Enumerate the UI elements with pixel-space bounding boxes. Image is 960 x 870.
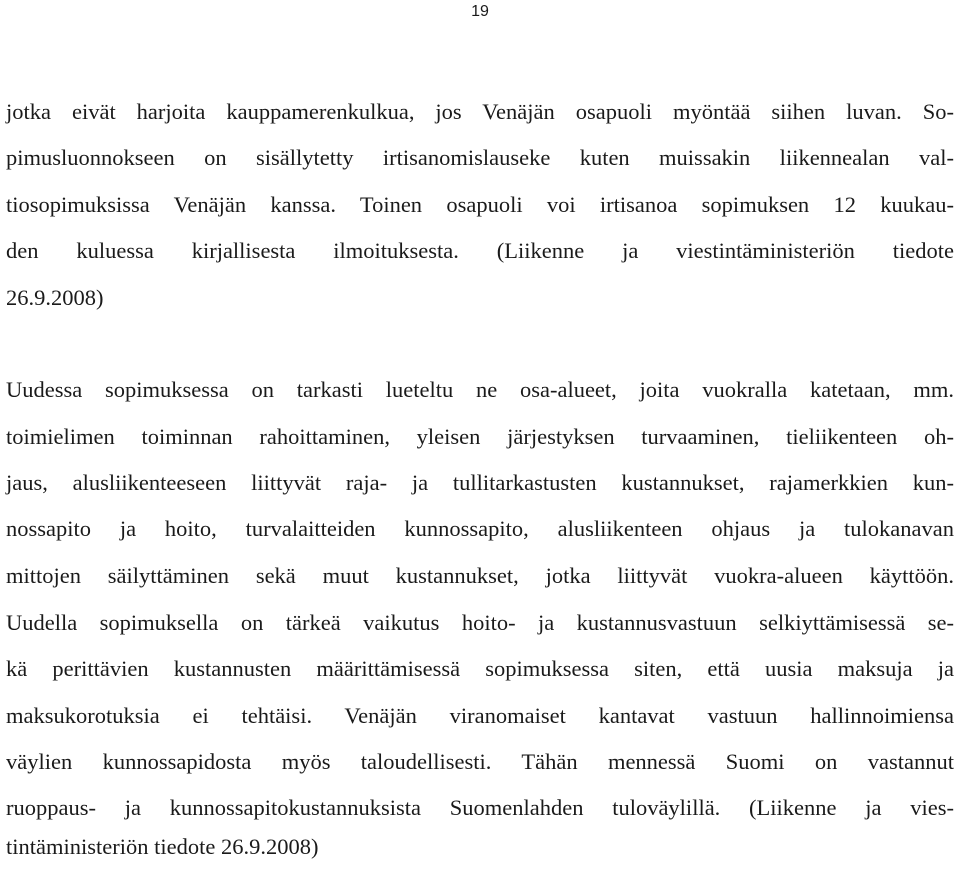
text-line: toimielimen toiminnan rahoittaminen, yleisen järjestyksen turvaaminen, tieliikenteen oh-	[6, 424, 954, 449]
text-line: väylien kunnossapidosta myös taloudellisesti. Tähän mennessä Suomi on vastannut	[6, 749, 954, 774]
text-line: 26.9.2008)	[6, 285, 104, 310]
text-line: den kuluessa kirjallisesta ilmoituksesta. (Liikenne ja viestintäministeriön tiedote	[6, 238, 954, 263]
text-line: mittojen säilyttäminen sekä muut kustannukset, jotka liittyvät vuokra-alueen käyttöön.	[6, 563, 954, 588]
text-line: Uudessa sopimuksessa on tarkasti lueteltu ne osa-alueet, joita vuokralla katetaan, mm.	[6, 377, 954, 402]
text-line: tiosopimuksissa Venäjän kanssa. Toinen osapuoli voi irtisanoa sopimuksen 12 kuukau-	[6, 192, 954, 217]
text-line: nossapito ja hoito, turvalaitteiden kunnossapito, alusliikenteen ohjaus ja tulokanavan	[6, 516, 954, 541]
text-line: pimusluonnokseen on sisällytetty irtisanomislauseke kuten muissakin liikennealan val-	[6, 145, 954, 170]
text-line: kä perittävien kustannusten määrittämisessä sopimuksessa siten, että uusia maksuja ja	[6, 656, 954, 681]
text-line: jaus, alusliikenteeseen liittyvät raja- ja tullitarkastusten kustannukset, rajamerkkien kun-	[6, 470, 954, 495]
text-line: ruoppaus- ja kunnossapitokustannuksista Suomenlahden tuloväylillä. (Liikenne ja vies-	[6, 795, 954, 820]
text-line: tintäministeriön tiedote 26.9.2008)	[6, 834, 319, 859]
text-line: maksukorotuksia ei tehtäisi. Venäjän viranomaiset kantavat vastuun hallinnoimiensa	[6, 703, 954, 728]
text-line: Uudella sopimuksella on tärkeä vaikutus hoito- ja kustannusvastuun selkiyttämisessä se-	[6, 610, 954, 635]
page-number: 19	[471, 3, 489, 20]
text-line: jotka eivät harjoita kauppamerenkulkua, jos Venäjän osapuoli myöntää siihen luvan. So-	[6, 99, 954, 124]
